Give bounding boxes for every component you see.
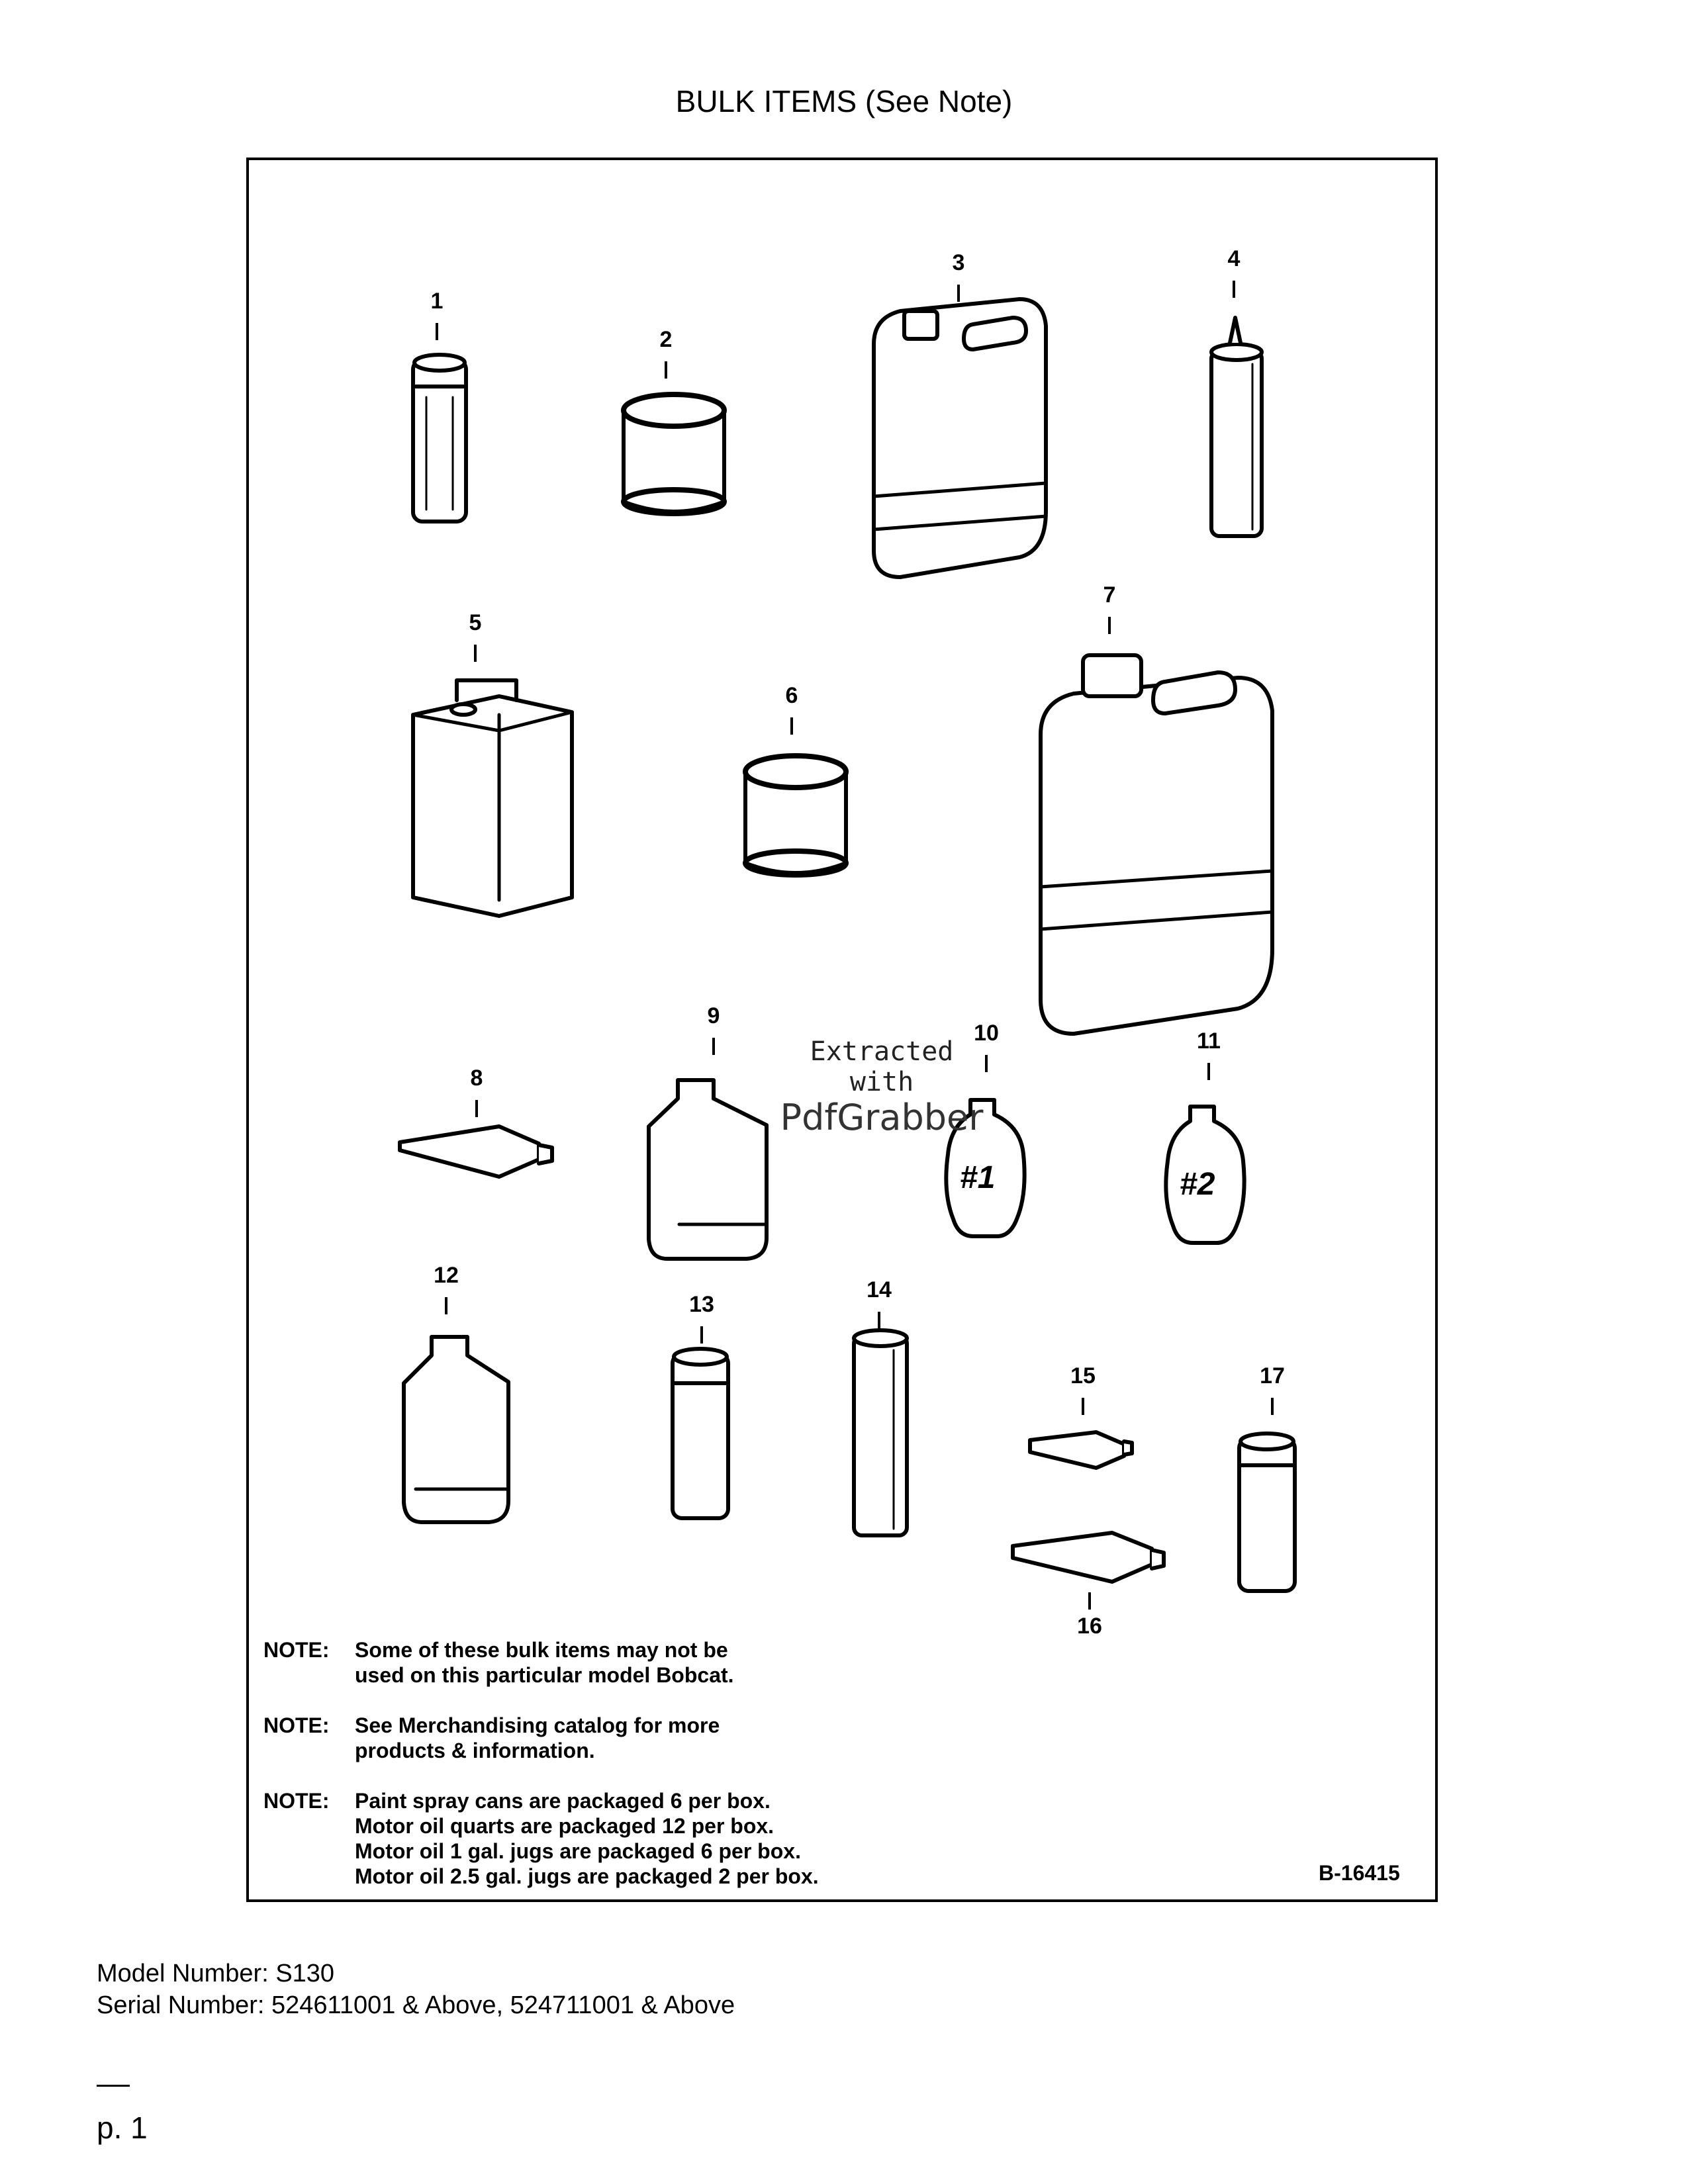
watermark [736,1036,1027,1138]
page-title: BULK ITEMS (See Note) [675,84,1013,118]
callout-5-tick [474,645,477,662]
item-6-can [745,756,846,875]
item-16-tube [1013,1533,1164,1582]
item-5-square-can [413,680,572,916]
note-label: NOTE: [263,1789,330,1813]
item-8-tube [400,1126,552,1177]
item-10-label: #1 [960,1160,996,1195]
callout-14-tick [878,1312,880,1329]
item-7-large-jug [1041,655,1272,1034]
item-17-spray-can [1239,1433,1295,1591]
callout-16: 16 [1077,1614,1102,1639]
note-line: Motor oil quarts are packaged 12 per box. [355,1814,774,1838]
footer [97,1958,735,2021]
callout-2: 2 [659,327,673,352]
drawing-id: B-16415 [1319,1861,1400,1885]
callout-12: 12 [434,1263,459,1288]
item-14-grease-tube [854,1330,907,1535]
callout-11-tick [1207,1063,1210,1080]
item-11-label: #2 [1180,1167,1215,1202]
note-1 [263,1637,819,1688]
note-label: NOTE: [263,1713,330,1737]
note-line: See Merchandising catalog for more [355,1713,720,1737]
callout-6: 6 [785,683,798,708]
item-13-spray-can [673,1349,728,1518]
page-number: p. 1 [97,2111,148,2145]
callout-3: 3 [952,250,965,275]
callout-4-tick [1233,281,1235,298]
callout-3-tick [957,285,960,302]
callout-16-tick [1088,1592,1091,1610]
callout-13: 13 [689,1292,714,1317]
note-line: used on this particular model Bobcat. [355,1663,734,1687]
item-12-quart-bottle [404,1337,508,1522]
callout-7: 7 [1103,582,1116,608]
callout-7-tick [1108,617,1111,634]
item-1-spray-can [413,355,466,522]
callout-1: 1 [430,289,444,314]
callout-17: 17 [1260,1363,1285,1388]
callout-10: 10 [974,1021,999,1046]
callout-13-tick [700,1326,703,1343]
watermark-line-2: with [849,1067,914,1097]
note-line: Motor oil 2.5 gal. jugs are packaged 2 per box. [355,1864,819,1888]
item-3-jug [874,299,1046,577]
item-4-caulk-tube [1211,318,1262,536]
callout-8-tick [475,1100,478,1117]
note-line: products & information. [355,1739,595,1762]
callout-8: 8 [470,1066,483,1091]
notes-block [263,1637,819,1914]
serial-number: Serial Number: 524611001 & Above, 524711001 & Above [97,1991,735,2019]
callout-14: 14 [867,1277,892,1302]
callout-15-tick [1082,1398,1084,1415]
callout-11: 11 [1197,1028,1221,1054]
item-15-tube [1030,1432,1132,1468]
callout-12-tick [445,1297,447,1314]
callout-6-tick [790,717,793,735]
callout-17-tick [1271,1398,1274,1415]
note-label: NOTE: [263,1638,330,1662]
callout-2-tick [665,361,667,379]
callout-1-tick [436,323,438,340]
note-line: Motor oil 1 gal. jugs are packaged 6 per box. [355,1839,801,1863]
callout-9-tick [712,1038,715,1055]
page-divider [97,2085,130,2087]
callout-5: 5 [469,610,482,635]
callout-4: 4 [1227,246,1241,271]
watermark-line-3: PdfGrabber [780,1097,984,1138]
watermark-line-1: Extracted [810,1036,954,1067]
item-2-can [624,394,724,514]
note-3 [263,1788,819,1889]
note-line: Some of these bulk items may not be [355,1638,728,1662]
model-number: Model Number: S130 [97,1960,335,1987]
note-line: Paint spray cans are packaged 6 per box. [355,1789,771,1813]
callout-15: 15 [1070,1363,1096,1388]
note-2 [263,1713,819,1763]
callout-9: 9 [707,1003,720,1028]
